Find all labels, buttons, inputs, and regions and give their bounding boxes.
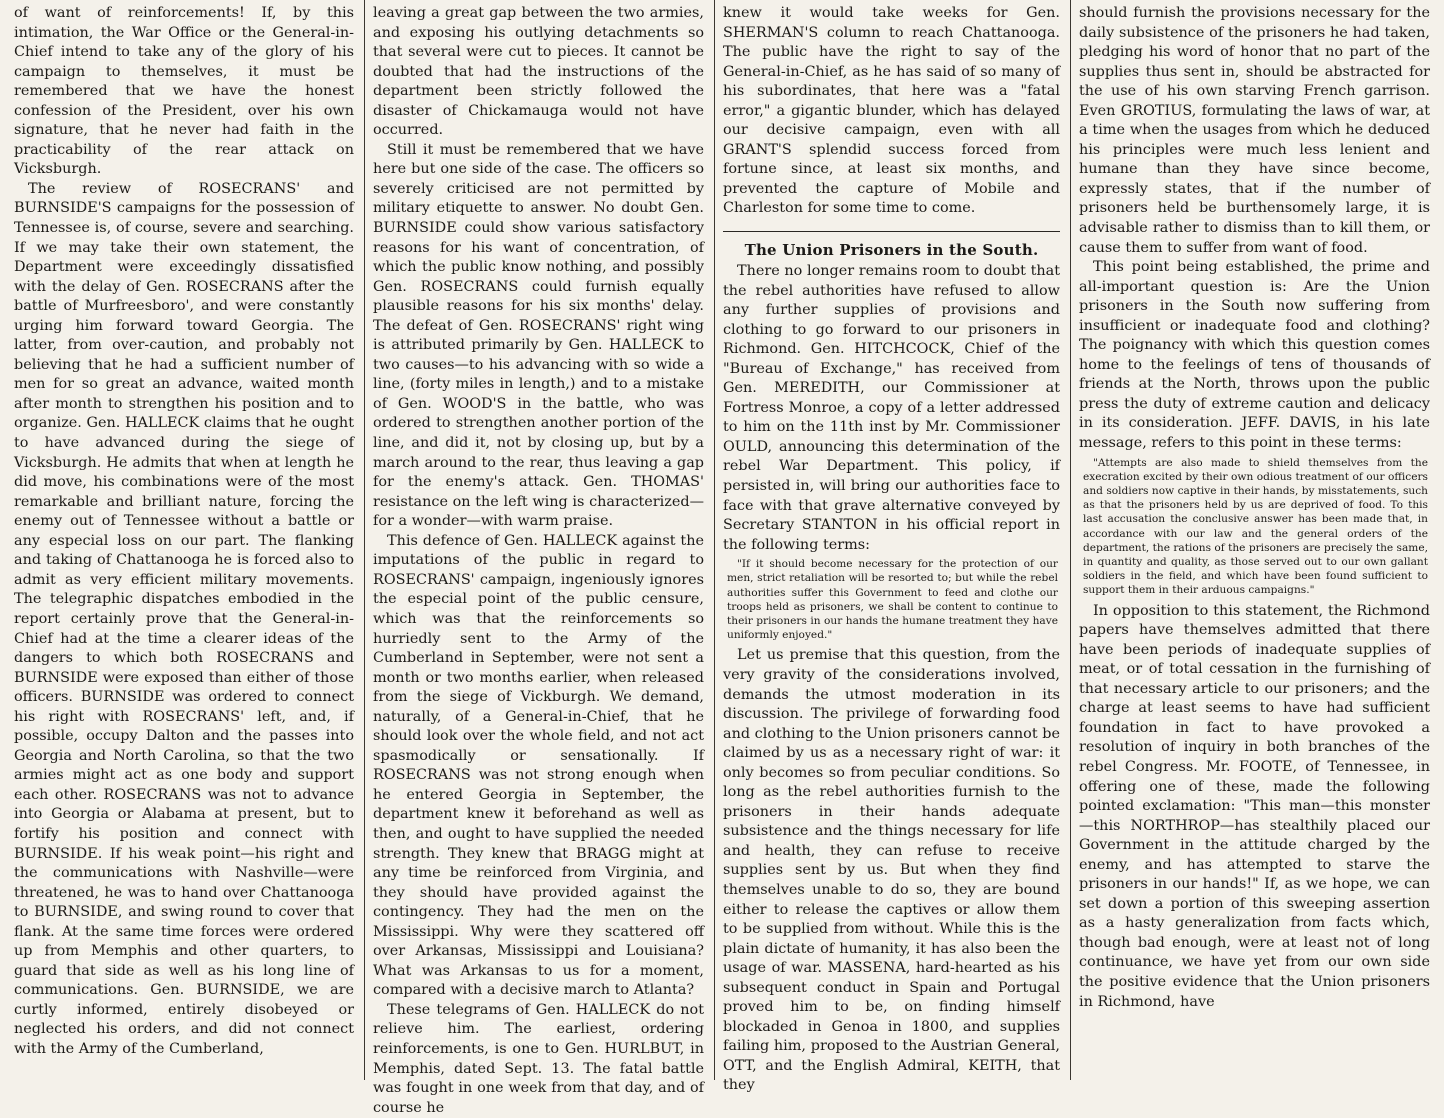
column-3-paragraph-2: There no longer remains room to doubt that the rebel authorities have refused to allow any further supplies of provisions and clothing to go forward to our prisoners in Richmond. Gen. HITCHCOCK, Chief of the "Bureau of Exchange," has received from Gen. MEREDITH, our Commissioner at Fortress Monroe, a copy of a letter addressed to him on the 11th inst by Mr. Commissioner OULD, announcing this determination of the rebel War Department. This policy, if persisted in, will bring our authorities face to face with that grave alternative conveyed by Secretary STANTON in his official report in the following terms: <box>723 263 1060 553</box>
column-1-paragraph-1: of want of reinforcements! If, by this intimation, the War Office or the General-in-Chief intend to take any of the glory of his campaign to themselves, it must be remembered that we have the honest confession of the President, over his own signature, that he never had faith in the practicability of the rear attack on Vicksburgh. <box>14 5 354 178</box>
column-2 <box>364 0 714 1116</box>
column-4 <box>1070 0 1440 1080</box>
column-1 <box>6 0 364 1080</box>
column-2-paragraph-2: Still it must be remembered that we have here but one side of the case. The officers so severely criticised are not permitted by military etiquette to answer. No doubt Gen. BURNSIDE could show various satisfactory reasons for his want of concentration, of which the public know nothing, and possibly Gen. ROSECRANS could furnish equally plausible reasons for his six months' delay. The defeat of Gen. ROSECRANS' right wing is attributed primarily by Gen. HALLECK to two causes—to his advancing with so wide a line, (forty miles in length,) and to a mistake of Gen. WOOD'S in the battle, who was ordered to strengthen another portion of the line, and did it, not by closing up, but by a march around to the rear, thus leaving a gap for the enemy's attack. Gen. THOMAS' resistance on the left wing is characterized—for a wonder—with warm praise. <box>373 141 704 530</box>
column-2-paragraph-4: These telegrams of Gen. HALLECK do not relieve him. The earliest, ordering reinforcements, is one to Gen. HURLBUT, in Memphis, dated Sept. 13. The fatal battle was fought in one week from that day, and of course he <box>373 1001 704 1116</box>
column-3-paragraph-3: Let us premise that this question, from the very gravity of the considerations involved, demands the utmost moderation in its discussion. The privilege of forwarding food and clothing to the Union prisoners cannot be claimed by us as a necessary right of war: it only becomes so from peculiar conditions. So long as the rebel authorities furnish to the prisoners in their hands adequate subsistence and the things necessary for life and health, they can refuse to receive supplies sent by us. But when they find themselves unable to do so, they are bound either to release the captives or allow them to be supplied from without. While this is the plain dictate of humanity, it has also been the usage of war. MASSENA, hard-hearted as his subsequent conduct in Spain and Portugal proved him to be, on finding himself blockaded in Genoa in 1800, and supplies failing him, proposed to the Austrian General, OTT, and the English Admiral, KEITH, that they <box>723 647 1060 1094</box>
column-3 <box>714 0 1070 1094</box>
section-divider <box>723 231 1060 232</box>
column-4-quotation: "Attempts are also made to shield themselves from the execration excited by their own odious treatment of our officers and soldiers now captive in their hands, by misstatements, such as that the prisoners held by us are deprived of food. To this last accusation the conclusive answer has been made that, in accordance with our law and the general orders of the department, the rations of the prisoners are precisely the same, in quantity and quality, as those served out to our own gallant soldiers in the field, and which have been found sufficient to support them in their arduous campaigns." <box>1083 456 1428 597</box>
column-4-paragraph-3: In opposition to this statement, the Richmond papers have themselves admitted that there have been periods of inadequate supplies of meat, or of total cessation in the furnishing of that necessary article to our prisoners; and the charge at least seems to have had sufficient foundation in fact to have provoked a resolution of inquiry in both branches of the rebel Congress. Mr. FOOTE, of Tennessee, in offering one of these, made the following pointed exclamation: "This man—this monster—this NORTHROP—has stealthily placed our Government in the attitude charged by the enemy, and has attempted to starve the prisoners in our hands!" If, as we hope, we can set down a portion of this sweeping assertion as a hasty generalization from facts which, though bad enough, were at least not of long continuance, we have yet from our own side the positive evidence that the Union prisoners in Richmond, have <box>1079 602 1430 1010</box>
column-1-paragraph-2: The review of ROSECRANS' and BURNSIDE'S campaigns for the possession of Tennessee is, of course, severe and searching. If we may take their own statement, the Department were exceedingly dissatisfied with the delay of Gen. ROSECRANS after the battle of Murfreesboro', and were constantly urging him forward toward Georgia. The latter, from over-caution, and probably not believing that he had a sufficient number of men for so great an advance, waited month after month to strengthen his position and to organize. Gen. HALLECK claims that he ought to have advanced during the siege of Vicksburgh. He admits that when at length he did move, his combinations were of the most remarkable and brilliant nature, forcing the enemy out of Tennessee without a battle or any especial loss on our part. The flanking and taking of Chattanooga he is forced also to admit as very efficient military movements. The telegraphic dispatches embodied in the report certainly prove that the General-in-Chief had at the time a clearer ideas of the dangers to which both ROSECRANS and BURNSIDE were exposed than either of those officers. BURNSIDE was ordered to connect his right with ROSECRANS' left, and, if possible, occupy Dalton and the passes into Georgia and North Carolina, so that the two armies might act as one body and support each other. ROSECRANS was not to advance into Georgia or Alabama at present, but to fortify his position and connect with BURNSIDE. If his weak point—his right and the communications with Nashville—were threatened, he was to hand over Chattanooga to BURNSIDE, and swing round to cover that flank. At the same time forces were ordered up from Memphis and other quarters, to guard that side as well as his long line of communications. Gen. BURNSIDE, we are curtly informed, entirely disobeyed or neglected his orders, and did not connect with the Army of the Cumberland, <box>14 180 354 1057</box>
column-3-paragraph-1: knew it would take weeks for Gen. SHERMAN'S column to reach Chattanooga. The public have the right to say of the General-in-Chief, as he has said of so many of his subordinates, that here was a "fatal error," a gigantic blunder, which has delayed our decisive campaign, even with all GRANT'S splendid success forced from fortune since, at least six months, and prevented the capture of Mobile and Charleston for some time to come. <box>723 5 1060 217</box>
column-4-paragraph-2: This point being established, the prime and all-important question is: Are the Union prisoners in the South now suffering from insufficient or inadequate food and clothing? The poignancy with which this question comes home to the feelings of tens of thousands of friends at the North, throws upon the public press the duty of extreme caution and delicacy in its consideration. JEFF. DAVIS, in his late message, refers to this point in these terms: <box>1079 259 1430 452</box>
column-3-quotation: "If it should become necessary for the protection of our men, strict retaliation will be resorted to; but while the rebel authorities suffer this Government to feed and clothe our troops held as prisoners, we shall be content to continue to their prisoners in our hands the humane treatment they have uniformly enjoyed." <box>727 558 1058 642</box>
column-4-paragraph-1: should furnish the provisions necessary for the daily subsistence of the prisoners he had taken, pledging his word of honor that no part of the supplies thus sent in, should be abstracted for the use of his own starving French garrison. Even GROTIUS, formulating the laws of war, at a time when the usages from which he deduced his principles were much less lenient and humane than they have since become, expressly states, that if the number of prisoners held be burthensomely large, it is advisable rather to dismiss than to kill them, or cause them to suffer from want of food. <box>1079 5 1430 256</box>
column-2-paragraph-3: This defence of Gen. HALLECK against the imputations of the public in regard to ROSECRANS' campaign, ingeniously ignores the especial point of the public censure, which was that the reinforcements so hurriedly sent to the Army of the Cumberland in September, were not sent a month or two months earlier, when released from the siege of Vickburgh. We demand, naturally, of a General-in-Chief, that he should look over the whole field, and not act spasmodically or sensationally. If ROSECRANS was not strong enough when he entered Georgia in September, the department knew it beforehand as well as then, and ought to have supplied the needed strength. They knew that BRAGG might at any time be reinforced from Virginia, and they should have provided against the contingency. They had the men on the Mississippi. Why were they scattered off over Arkansas, Mississippi and Louisiana? What was Arkansas to us for a moment, compared with a decisive march to Atlanta? <box>373 532 704 999</box>
article-heading: The Union Prisoners in the South. <box>744 241 1039 260</box>
column-2-paragraph-1: leaving a great gap between the two armies, and exposing his outlying detachments so that several were cut to pieces. It cannot be doubted that had the instructions of the department been strictly followed the disaster of Chickamauga would not have occurred. <box>373 5 704 139</box>
